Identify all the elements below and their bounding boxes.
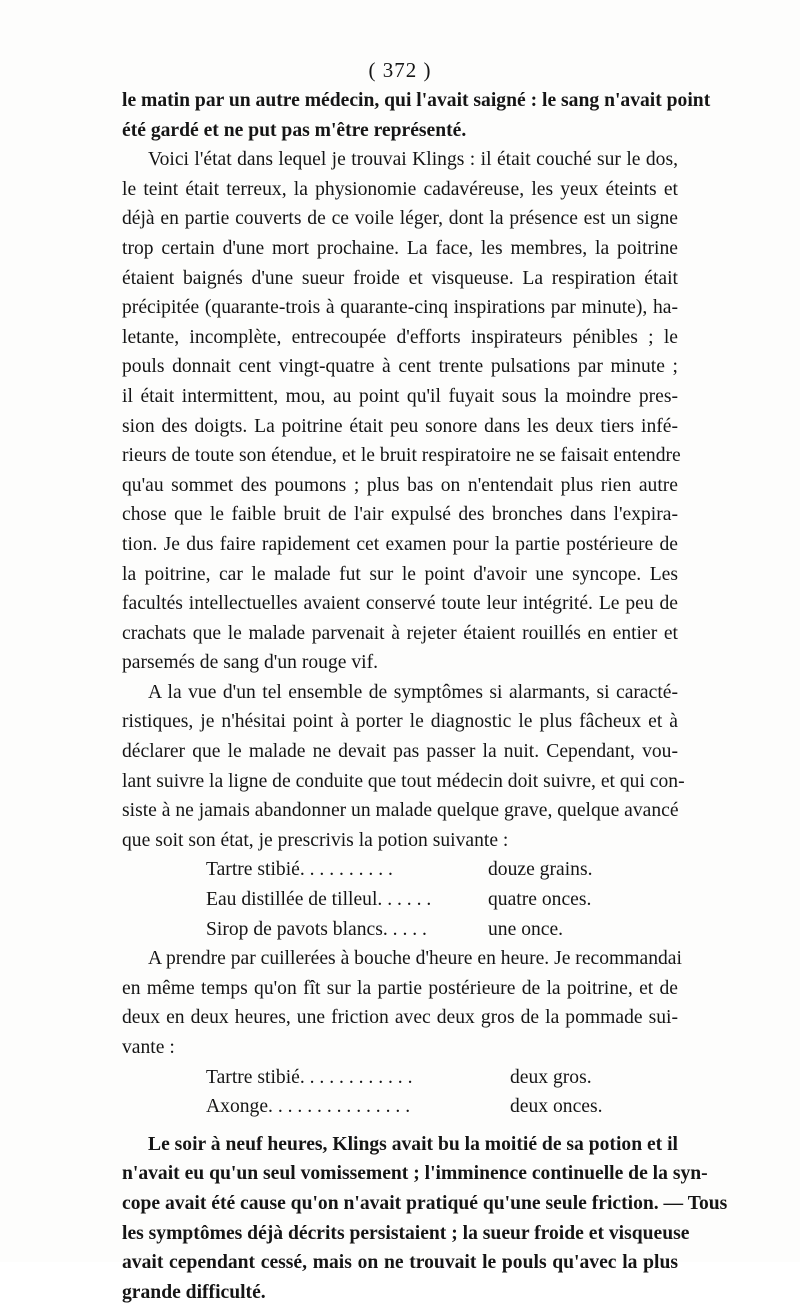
text-line: déclarer que le malade ne devait pas passer la nuit. Cependant, vou- xyxy=(122,741,678,763)
text-line: déjà en partie couverts de ce voile léger, dont la présence est un signe xyxy=(122,208,678,230)
prescription-ingredient: Tartre stibié. . . . . . . . . . xyxy=(206,859,393,881)
text-line: Le soir à neuf heures, Klings avait bu la moitié de sa potion et il xyxy=(148,1133,678,1155)
prescription-row xyxy=(122,1063,678,1093)
text-line: rieurs de toute son étendue, et le bruit respiratoire ne se faisait entendre xyxy=(122,445,681,467)
prescription-row xyxy=(122,915,678,945)
prescription-ingredient: Eau distillée de tilleul. . . . . . xyxy=(206,889,432,911)
prescription-row xyxy=(122,1092,678,1122)
text-line: parsemés de sang d'un rouge vif. xyxy=(122,652,379,674)
text-line: facultés intellectuelles avaient conservé toute leur intégrité. Le peu de xyxy=(122,593,678,615)
text-line: n'avait eu qu'un seul vomissement ; l'imminence continuelle de la syn- xyxy=(122,1163,708,1185)
prescription-dose: une once. xyxy=(488,918,564,940)
text-line: crachats que le malade parvenait à rejeter étaient rouillés en entier et xyxy=(122,622,678,644)
text-line: A la vue d'un tel ensemble de symptômes si alarmants, si caracté- xyxy=(148,681,678,703)
text-line: avait cependant cessé, mais on ne trouvait le pouls qu'avec la plus xyxy=(122,1252,678,1274)
prescription-dose: deux gros. xyxy=(510,1066,592,1088)
text-line: il était intermittent, mou, au point qu'il fuyait sous la moindre pres- xyxy=(122,385,678,407)
text-line: que soit son état, je prescrivis la potion suivante : xyxy=(122,829,509,851)
text-line: précipitée (quarante-trois à quarante-cinq inspirations par minute), ha- xyxy=(122,297,678,319)
text-line: letante, incomplète, entrecoupée d'efforts inspirateurs pénibles ; le xyxy=(122,326,678,348)
text-line: le matin par un autre médecin, qui l'avait saigné : le sang n'avait point xyxy=(122,90,711,111)
prescription-dose: quatre onces. xyxy=(488,889,592,911)
text-line: qu'au sommet des poumons ; plus bas on n'entendait plus rien autre xyxy=(122,474,678,496)
text-line: cope avait été cause qu'on n'avait pratiqué qu'une seule friction. — Tous xyxy=(122,1192,728,1214)
text-line: les symptômes déjà décrits persistaient ; la sueur froide et visqueuse xyxy=(122,1222,690,1244)
text-line: étaient baignés d'une sueur froide et visqueuse. La respiration était xyxy=(122,267,678,289)
prescription-ingredient: Sirop de pavots blancs. . . . . xyxy=(206,918,427,940)
prescription-row xyxy=(122,885,678,915)
text-line: lant suivre la ligne de conduite que tout médecin doit suivre, et qui con- xyxy=(122,770,685,792)
text-line: tion. Je dus faire rapidement cet examen pour la partie postérieure de xyxy=(122,533,678,555)
text-line: siste à ne jamais abandonner un malade quelque grave, quelque avancé xyxy=(122,800,679,822)
prescription-dose: douze grains. xyxy=(488,859,593,881)
prescription-ingredient: Tartre stibié. . . . . . . . . . . . xyxy=(206,1066,413,1088)
text-line: la poitrine, car le malade fut sur le point d'avoir une syncope. Les xyxy=(122,563,678,585)
page-body xyxy=(122,86,728,1307)
prescription-ingredient: Axonge. . . . . . . . . . . . . . . xyxy=(206,1096,411,1118)
text-line: sion des doigts. La poitrine était peu sonore dans les deux tiers infé- xyxy=(122,415,678,437)
text-line: deux en deux heures, une friction avec deux gros de la pommade sui- xyxy=(122,1007,678,1029)
prescription-dose: deux onces. xyxy=(510,1096,603,1118)
text-line: trop certain d'une mort prochaine. La face, les membres, la poitrine xyxy=(122,237,678,259)
prescription-row xyxy=(122,855,678,885)
text-line: Voici l'état dans lequel je trouvai Klings : il était couché sur le dos, xyxy=(148,149,678,171)
page-number: ( 372 ) xyxy=(368,58,432,82)
text-line: ristiques, je n'hésitai point à porter le diagnostic le plus fâcheux et à xyxy=(122,711,678,733)
text-line: en même temps qu'on fît sur la partie postérieure de la poitrine, et de xyxy=(122,977,678,999)
text-line: le teint était terreux, la physionomie cadavéreuse, les yeux éteints et xyxy=(122,178,678,200)
text-line: chose que le faible bruit de l'air expulsé des bronches dans l'expira- xyxy=(122,504,678,526)
text-line: pouls donnait cent vingt-quatre à cent trente pulsations par minute ; xyxy=(122,356,678,378)
text-line: vante : xyxy=(122,1037,175,1058)
text-line: été gardé et ne put pas m'être représenté. xyxy=(122,119,467,141)
text-line: grande difficulté. xyxy=(122,1281,266,1303)
text-line: A prendre par cuillerées à bouche d'heure en heure. Je recommandai xyxy=(148,948,682,970)
